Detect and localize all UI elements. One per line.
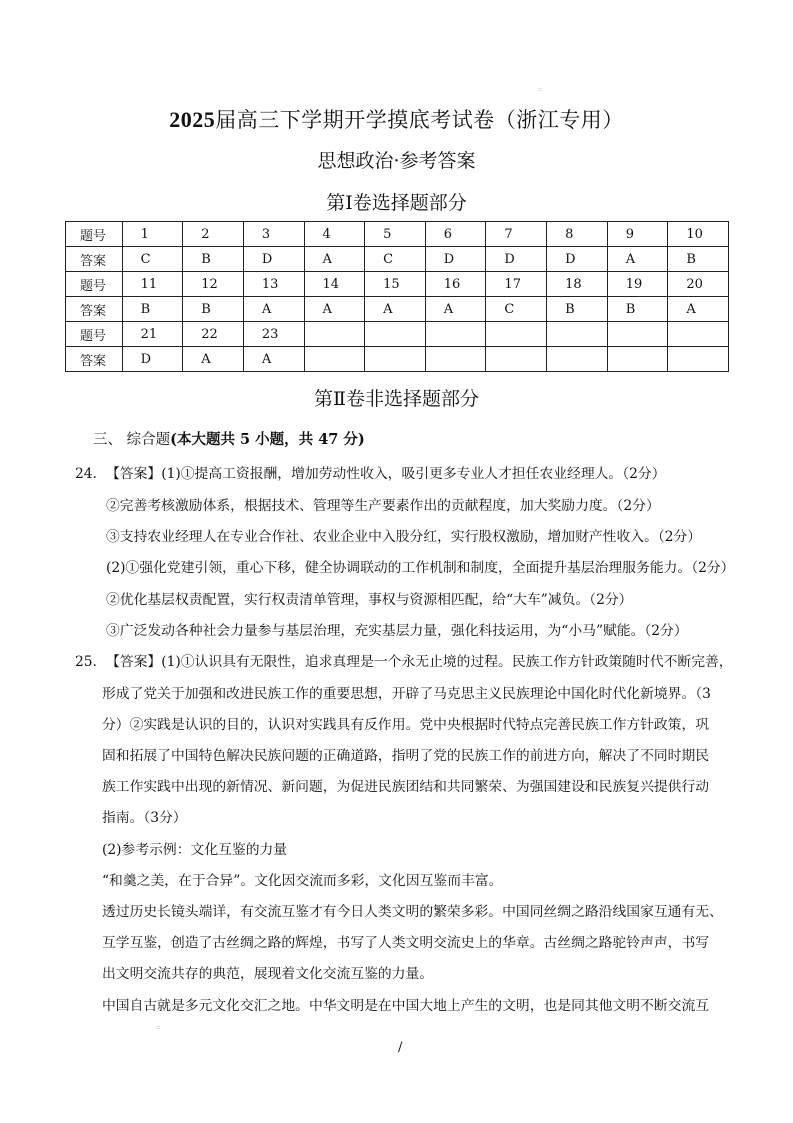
table-cell: 21 [122, 322, 183, 347]
table-row [66, 297, 729, 322]
answer-text: (2)①强化党建引领，重心下移，健全协调联动的工作机制和制度，全面提升基层治理服务能力。（2分） [106, 560, 735, 576]
table-row [66, 222, 729, 247]
answer-text: (1)①认识具有无限性，追求真理是一个永无止境的过程。民族工作方针政策随时代不断完善， [161, 654, 733, 670]
table-cell [425, 322, 486, 347]
table-cell [425, 347, 486, 372]
table-cell: 22 [183, 322, 244, 347]
row-label: 题号 [66, 322, 123, 347]
row-label: 答案 [66, 347, 123, 372]
answer-text: 族工作实践中出现的新情况、新问题，为促进民族团结和共同繁荣、为强国建设和民族复兴提供行动 [102, 779, 710, 795]
answer-text: 出文明交流共存的典范，展现着文化交流互鉴的力量。 [102, 966, 434, 982]
table-cell: B [183, 297, 244, 322]
part-heading-prefix: 三、 综合题 [93, 432, 171, 448]
section-1-title: 第Ⅰ卷选择题部分 [326, 192, 467, 214]
table-cell [486, 347, 547, 372]
table-cell: A [304, 247, 365, 272]
table-cell: 10 [668, 222, 729, 247]
question-number: 25. [75, 654, 97, 670]
answer-table [65, 221, 729, 372]
table-row [66, 322, 729, 347]
table-cell: 4 [304, 222, 365, 247]
table-row [66, 247, 729, 272]
table-cell: 18 [547, 272, 608, 297]
table-cell: 5 [365, 222, 426, 247]
table-cell: 17 [486, 272, 547, 297]
answer-line [102, 746, 709, 766]
table-cell: A [243, 297, 304, 322]
answer-text: 互学互鉴，创造了古丝绸之路的辉煌，书写了人类文明交流史上的华章。古丝绸之路驼铃声声，书写 [102, 935, 710, 951]
exam-title [0, 104, 793, 134]
row-label: 答案 [66, 247, 123, 272]
answer-text: ②优化基层权责配置，实行权责清单管理，事权与资源相匹配，给“大车”减负。（2分） [106, 592, 633, 608]
table-cell: B [183, 247, 244, 272]
table-cell: A [668, 297, 729, 322]
table-cell [365, 322, 426, 347]
answer-line [102, 840, 287, 860]
answer-text: ③支持农业经理人在专业合作社、农业企业中入股分红，实行股权激励，增加财产性收入。（2分） [106, 529, 702, 545]
table-cell [304, 322, 365, 347]
table-cell: A [243, 347, 304, 372]
table-cell: 23 [243, 322, 304, 347]
answer-text: ②完善考核激励体系，根据技术、管理等生产要素作出的贡献程度，加大奖励力度。（2分） [106, 498, 660, 514]
table-row [66, 347, 729, 372]
table-cell: B [607, 297, 668, 322]
answer-line [102, 808, 187, 828]
table-cell [607, 322, 668, 347]
table-cell: 19 [607, 272, 668, 297]
answer-line [106, 590, 632, 610]
table-cell: B [668, 247, 729, 272]
answer-line [102, 964, 433, 984]
table-cell: 15 [365, 272, 426, 297]
footer-mark: / [398, 1040, 403, 1055]
answer-line [102, 902, 723, 922]
exam-subtitle: 思想政治·参考答案 [317, 150, 476, 172]
answer-text: (1)①提高工资报酬，增加劳动性收入，吸引更多专业人才担任农业经理人。（2分） [161, 466, 666, 482]
table-cell [668, 347, 729, 372]
table-cell: C [122, 247, 183, 272]
answer-line [106, 621, 688, 641]
scan-speck: :: [156, 1024, 161, 1031]
table-cell: D [547, 247, 608, 272]
table-cell [365, 347, 426, 372]
answer-line [106, 558, 734, 578]
table-cell: A [365, 297, 426, 322]
table-cell: B [122, 297, 183, 322]
table-cell: D [122, 347, 183, 372]
answer-text: 固和拓展了中国特色解决民族问题的正确道路，指明了党的民族工作的前进方向，解决了不同时期民 [102, 748, 710, 764]
table-cell: 16 [425, 272, 486, 297]
answer-line [75, 464, 666, 484]
table-cell: 11 [122, 272, 183, 297]
table-cell: 6 [425, 222, 486, 247]
table-cell: 2 [183, 222, 244, 247]
table-cell: A [607, 247, 668, 272]
scan-speck: :: [538, 86, 543, 93]
table-cell: D [486, 247, 547, 272]
table-cell: A [425, 297, 486, 322]
table-cell: 12 [183, 272, 244, 297]
answer-line [102, 996, 709, 1016]
answer-tag: 【答案】 [106, 654, 162, 670]
table-cell [607, 347, 668, 372]
answer-text: ③广泛发动各种社会力量参与基层治理，充实基层力量，强化科技运用，为“小马”赋能。（2分） [106, 623, 688, 639]
table-cell: 9 [607, 222, 668, 247]
table-cell [486, 322, 547, 347]
table-cell: 14 [304, 272, 365, 297]
answer-line [102, 871, 502, 891]
answer-text: 形成了党关于加强和改进民族工作的重要思想，开辟了马克思主义民族理论中国化时代化新境界。（3 [102, 686, 711, 702]
answer-text: 中国自古就是多元文化交汇之地。中华文明是在中国大地上产生的文明，也是同其他文明不断交流互 [102, 998, 710, 1014]
table-cell: 13 [243, 272, 304, 297]
table-cell: A [183, 347, 244, 372]
answer-text: “和羹之美，在于合异”。文化因交流而多彩，文化因互鉴而丰富。 [102, 873, 503, 889]
row-label: 答案 [66, 297, 123, 322]
table-cell [547, 347, 608, 372]
answer-line [102, 684, 711, 704]
exam-title-text: 届高三下学期开学摸底考试卷（浙江专用） [215, 108, 624, 132]
answer-line [102, 715, 709, 735]
table-row [66, 272, 729, 297]
row-label: 题号 [66, 222, 123, 247]
table-cell: 20 [668, 272, 729, 297]
answer-line [106, 527, 701, 547]
section-2-title: 第Ⅱ卷非选择题部分 [314, 388, 479, 410]
table-cell [668, 322, 729, 347]
table-cell: 8 [547, 222, 608, 247]
answer-text: 分）②实践是认识的目的，认识对实践具有反作用。党中央根据时代特点完善民族工作方针政策，巩 [102, 717, 710, 733]
exam-year: 2025 [169, 107, 216, 132]
table-cell: D [425, 247, 486, 272]
table-cell: A [304, 297, 365, 322]
question-number: 24. [75, 466, 97, 482]
table-cell: D [243, 247, 304, 272]
table-cell [304, 347, 365, 372]
answer-line [102, 933, 709, 953]
table-cell: 3 [243, 222, 304, 247]
table-cell: C [486, 297, 547, 322]
answer-line [75, 652, 733, 672]
table-cell: 1 [122, 222, 183, 247]
table-cell: C [365, 247, 426, 272]
answer-line [102, 777, 709, 797]
answer-line [106, 496, 660, 516]
answer-text: 透过历史长镜头端详，有交流互鉴才有今日人类文明的繁荣多彩。中国同丝绸之路沿线国家互通有无、 [102, 904, 723, 920]
row-label: 题号 [66, 272, 123, 297]
table-cell [547, 322, 608, 347]
answer-text: 指南。（3分） [102, 810, 187, 826]
part-heading-detail: (本大题共 5 小题，共 47 分) [170, 431, 365, 448]
table-cell: B [547, 297, 608, 322]
table-cell: 7 [486, 222, 547, 247]
answer-text: (2)参考示例：文化互鉴的力量 [102, 842, 288, 858]
part-heading [93, 428, 365, 449]
answer-tag: 【答案】 [106, 466, 162, 482]
